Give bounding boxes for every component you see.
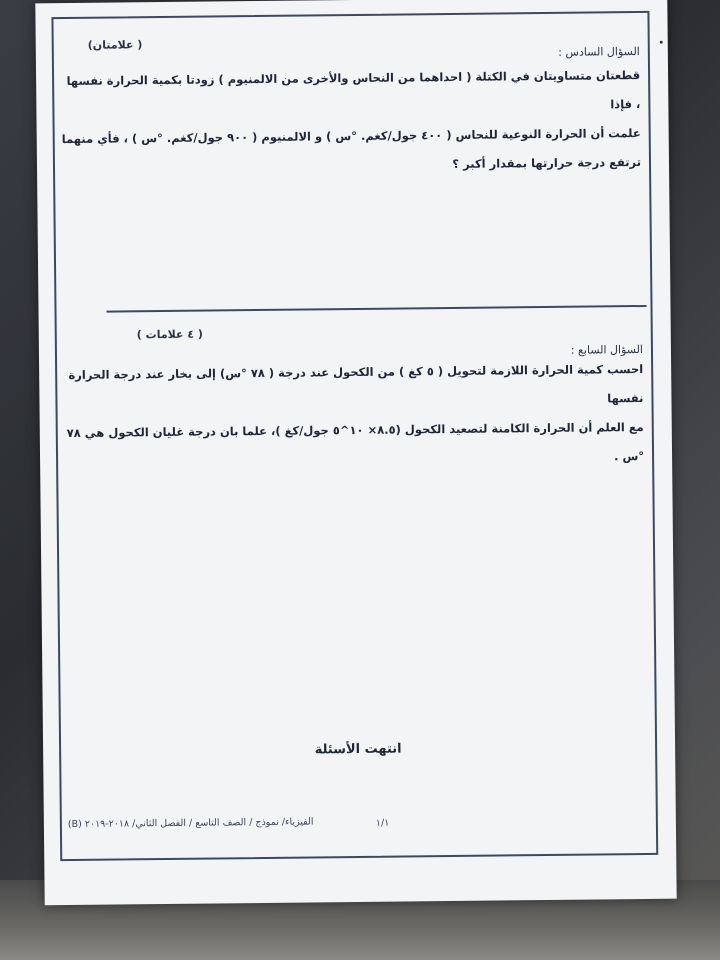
question6-body	[60, 61, 641, 183]
section-divider	[107, 305, 647, 313]
question6-marks: (علامتان )	[87, 38, 143, 52]
question6-title: السؤال السادس :	[558, 45, 640, 59]
question7-line: احسب كمية الحرارة اللازمة لتحويل ( ٥ كغ ) من الكحول عند درجة ( ٧٨ °س) إلى بخار عند درجة الحرارة نفسها	[68, 361, 644, 406]
question7-body	[63, 355, 644, 477]
footer-course-info: (B) الفيزياء/ نموذج / الصف التاسع / الفصل الثاني/ ٢٠١٨-٢٠١٩	[67, 816, 314, 831]
end-of-questions: انتهت الأسئلة	[314, 741, 402, 758]
question6-line: قطعتان متساويتان في الكتلة ( احداهما من النحاس والأخرى من الالمنيوم ) زودتا بكمية الحرارة نفسها ، فإذا	[66, 68, 641, 112]
page-number: ١/١	[375, 817, 390, 829]
question6-line: علمت أن الحرارة النوعية للنحاس ( ٤٠٠ جول/كغم. °س ) و الالمنيوم ( ٩٠٠ جول/كغم. °س ) ، فأي منهما	[61, 126, 641, 147]
exam-sheet	[35, 0, 676, 905]
question7-line: مع العلم أن الحرارة الكامنة لتصعيد الكحول (٨.٥× ١٠^٥ جول/كغ )، علما بان درجة غليان الكحول هي ٧٨ °س .	[66, 419, 645, 464]
question7-marks: ( ٤ علامات )	[136, 327, 203, 342]
question6-line: ترتفع درجة حرارتها بمقدار أكبر ؟	[452, 155, 642, 171]
margin-dot	[660, 41, 663, 44]
page-border	[51, 11, 658, 861]
question7-title: السؤال السابع :	[570, 342, 644, 357]
